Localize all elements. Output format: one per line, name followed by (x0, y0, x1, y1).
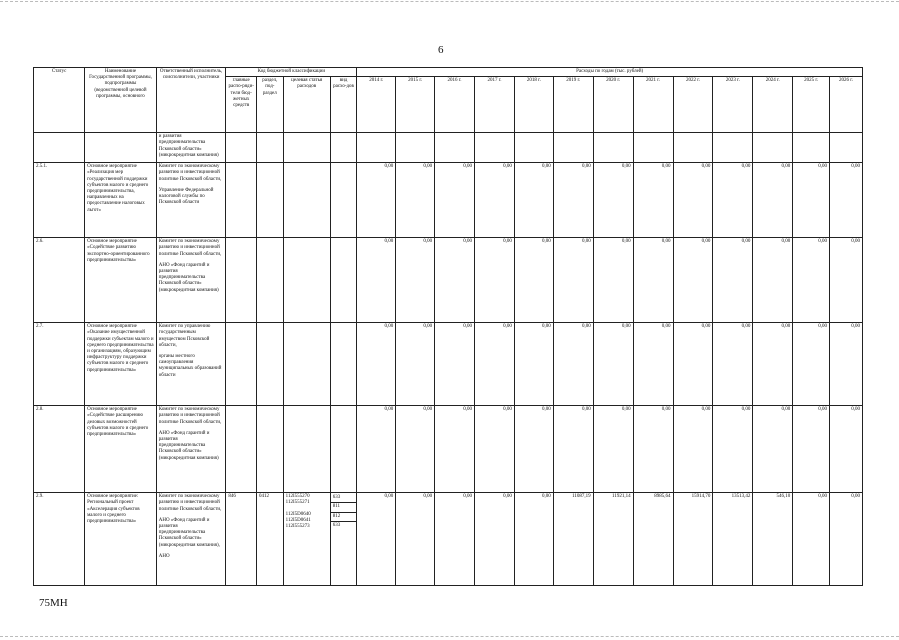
budget-table (33, 67, 863, 586)
row-value: 0,00 (357, 493, 396, 586)
row-value: 0,00 (673, 406, 713, 493)
row-value: 0,00 (435, 163, 475, 238)
type-code: 633 (331, 494, 357, 503)
row-value: 0,00 (673, 323, 713, 406)
row-value: 0,00 (713, 238, 753, 323)
row-status: 2.6. (34, 238, 85, 323)
row-value: 0,00 (633, 323, 673, 406)
row-type (330, 163, 357, 238)
row-value (357, 133, 396, 163)
row-value: 0,00 (475, 238, 515, 323)
header-year: 2017 г. (475, 77, 515, 133)
row-value: 0,00 (357, 323, 396, 406)
row-value: 0,00 (357, 238, 396, 323)
row-grbs (226, 133, 257, 163)
header-year: 2019 г. (553, 77, 593, 133)
row-value: 0,00 (753, 323, 793, 406)
row-value: 0,00 (435, 323, 475, 406)
header-grbs: главные распо-ряди-тели бюд-жетных средств (226, 77, 257, 133)
row-value: 0,00 (514, 238, 553, 323)
row-section (257, 323, 284, 406)
header-executor: Ответственный исполнитель, соисполнители, участники (156, 68, 226, 133)
row-value: 0,00 (633, 406, 673, 493)
header-year: 2021 г. (633, 77, 673, 133)
row-value: 0,00 (830, 323, 863, 406)
row-value: 0,00 (753, 238, 793, 323)
row-value (753, 133, 793, 163)
type-code: 633 (332, 522, 341, 528)
row-executor (156, 238, 226, 323)
row-value: 0,00 (396, 493, 435, 586)
row-value: 13513,42 (713, 493, 753, 586)
row-type (330, 323, 357, 406)
header-year: 2018 г. (514, 77, 553, 133)
row-value: 0,00 (830, 493, 863, 586)
row-value: 0,00 (713, 323, 753, 406)
row-status (34, 133, 85, 163)
row-value: 0,00 (593, 323, 633, 406)
header-target: целевая статья расходов (283, 77, 330, 133)
row-value: 0,00 (593, 163, 633, 238)
row-value: 0,00 (357, 406, 396, 493)
row-value: 0,00 (514, 493, 553, 586)
row-grbs (226, 238, 257, 323)
row-grbs (226, 406, 257, 493)
header-year: 2020 г. (593, 77, 633, 133)
row-value (396, 133, 435, 163)
header-year: 2025 г. (793, 77, 830, 133)
row-value: 0,00 (396, 238, 435, 323)
header-budget-code: Код бюджетной классификации (226, 68, 357, 77)
row-value: 0,00 (396, 406, 435, 493)
row-section (257, 406, 284, 493)
executor-line: АНО «Фонд гарантий и развития предпринимательства Псковской области» (микрокредитная компания) (158, 262, 219, 293)
row-type (330, 133, 357, 163)
header-year: 2014 г. (357, 77, 396, 133)
executor-line: Комитет по управлению государственным имуществом Псковской области, (158, 324, 211, 348)
row-value: 0,00 (593, 406, 633, 493)
row-value: 0,00 (713, 163, 753, 238)
row-value: 0,00 (396, 323, 435, 406)
executor-line: Комитет по экономическому развитию и инвестиционной политике Псковской области, (158, 164, 222, 182)
row-section (257, 238, 284, 323)
header-year: 2022 г. (673, 77, 713, 133)
row-section (257, 163, 284, 238)
row-status: 2.7. (34, 323, 85, 406)
row-value: 0,00 (673, 238, 713, 323)
row-section (257, 133, 284, 163)
row-name: Основное мероприятие «Содействие расширению деловых возможностей субъектов малого и среднего предпринимательства» (85, 406, 157, 493)
row-value (830, 133, 863, 163)
target-code: 112I555273 (285, 524, 310, 530)
row-value (475, 133, 515, 163)
row-value: 0,00 (713, 406, 753, 493)
row-value: 8985,64 (633, 493, 673, 586)
row-value (713, 133, 753, 163)
row-value: 0,00 (753, 406, 793, 493)
header-year: 2015 г. (396, 77, 435, 133)
row-status: 2.5.1. (34, 163, 85, 238)
executor-line: органы местного самоуправления муниципальных образований области (158, 354, 222, 378)
row-value: 0,00 (793, 163, 830, 238)
type-code: 812 (331, 513, 357, 522)
row-target (283, 238, 330, 323)
executor-line: АНО (158, 553, 170, 559)
row-status: 2.9. (34, 493, 85, 586)
row-value: 0,00 (793, 238, 830, 323)
executor-line: АНО «Фонд гарантий и развития предпринимательства Псковской области» (микрокредитная компания) (158, 430, 219, 461)
row-value: 0,00 (435, 238, 475, 323)
row-value: 0,00 (435, 406, 475, 493)
row-section: 0412 (257, 493, 284, 586)
row-value: 0,00 (396, 163, 435, 238)
header-year: 2024 г. (753, 77, 793, 133)
header-name: Наименование Государственной программы, подпрограммы (ведомственной целевой программы, основного (85, 68, 157, 133)
executor-line: Комитет по экономическому развитию и инвестиционной политике Псковской области, (158, 494, 222, 512)
header-year: 2016 г. (435, 77, 475, 133)
row-executor (156, 323, 226, 406)
row-type (330, 406, 357, 493)
row-name: Основное мероприятие «Оказание имущественной поддержки субъектам малого и среднего предпринимательства и организациям, образующим инфраструктуру поддержки субъектов малого и среднего предпринимательства» (85, 323, 157, 406)
row-status: 2.8. (34, 406, 85, 493)
row-executor (156, 406, 226, 493)
row-value: 0,00 (593, 238, 633, 323)
row-value (514, 133, 553, 163)
row-value: 0,00 (475, 163, 515, 238)
row-value: 0,00 (514, 163, 553, 238)
table-row (34, 133, 863, 163)
scan-bottom-edge (0, 636, 899, 637)
row-name: Основное мероприятие «Содействие развитию экспортно-ориентированного предпринимательства» (85, 238, 157, 323)
page-number: 6 (438, 44, 444, 56)
row-value (435, 133, 475, 163)
target-code: 112I5D0640 (285, 511, 311, 517)
table-row (34, 323, 863, 406)
header-section: раздел, под-раздел (257, 77, 284, 133)
row-value: 0,00 (553, 406, 593, 493)
executor-line: Комитет по экономическому развитию и инвестиционной политике Псковской области, (158, 239, 222, 257)
row-value: 15914,70 (673, 493, 713, 586)
row-value: 0,00 (514, 406, 553, 493)
row-value: 0,00 (553, 163, 593, 238)
row-target (283, 163, 330, 238)
row-value: 0,00 (830, 406, 863, 493)
row-value: 0,00 (633, 238, 673, 323)
row-value: 0,00 (753, 163, 793, 238)
row-value: 0,00 (475, 406, 515, 493)
row-grbs: 846 (226, 493, 257, 586)
executor-line: и развития предпринимательства Псковской области» (микрокредитная компания) (158, 134, 219, 158)
executor-line: Комитет по экономическому развитию и инвестиционной политике Псковской области, (158, 407, 222, 425)
row-name: Основное мероприятие: Региональный проект «Акселерация субъектов малого и среднего предпринимательства» (85, 493, 157, 586)
row-value (673, 133, 713, 163)
executor-line: АНО «Фонд гарантий и развития предпринимательства Псковской области» (микрокредитная компания), (158, 517, 220, 548)
row-value: 11087,19 (553, 493, 593, 586)
row-value: 0,00 (553, 238, 593, 323)
row-value: 0,00 (830, 163, 863, 238)
row-value: 0,00 (435, 493, 475, 586)
row-executor (156, 493, 226, 586)
row-value: 0,00 (475, 323, 515, 406)
type-code: 811 (331, 503, 357, 512)
target-code: 112I5D0641 (285, 517, 311, 523)
footer-code: 75МН (39, 597, 68, 609)
target-code: 112I555271 (285, 500, 310, 506)
row-value: 0,00 (357, 163, 396, 238)
executor-line: Управление Федеральной налоговой службы по Псковской области (158, 187, 214, 206)
table-row (34, 238, 863, 323)
header-year: 2026 г. (830, 77, 863, 133)
row-value: 0,00 (673, 163, 713, 238)
table-row (34, 406, 863, 493)
row-value: 11921,14 (593, 493, 633, 586)
row-value (553, 133, 593, 163)
row-value: 0,00 (514, 323, 553, 406)
row-executor (156, 163, 226, 238)
row-target (283, 133, 330, 163)
header-type: вид расхо-дов (330, 77, 357, 133)
row-name (85, 133, 157, 163)
row-value: 0,00 (475, 493, 515, 586)
row-grbs (226, 163, 257, 238)
table-row (34, 163, 863, 238)
table-row (34, 493, 863, 586)
row-value: 0,00 (830, 238, 863, 323)
row-executor (156, 133, 226, 163)
row-name: Основное мероприятие «Реализация мер государственной поддержки субъектов малого и среднего предпринимательства, направленных на предоставление налоговых льгот» (85, 163, 157, 238)
row-value: 0,00 (553, 323, 593, 406)
row-value: 0,00 (793, 323, 830, 406)
scan-top-edge (0, 1, 899, 2)
row-value (793, 133, 830, 163)
row-type (330, 493, 357, 586)
row-value: 0,00 (793, 406, 830, 493)
target-code: 112I555270 (285, 494, 310, 500)
row-value: 0,00 (633, 163, 673, 238)
row-value (593, 133, 633, 163)
row-value: 546,10 (753, 493, 793, 586)
header-status: Статус (34, 68, 85, 133)
row-value (633, 133, 673, 163)
row-target (283, 323, 330, 406)
row-target (283, 406, 330, 493)
row-grbs (226, 323, 257, 406)
row-target (283, 493, 330, 586)
row-value: 0,00 (793, 493, 830, 586)
row-type (330, 238, 357, 323)
header-year: 2023 г. (713, 77, 753, 133)
header-expenses: Расходы по годам (тыс. рублей) (357, 68, 863, 77)
